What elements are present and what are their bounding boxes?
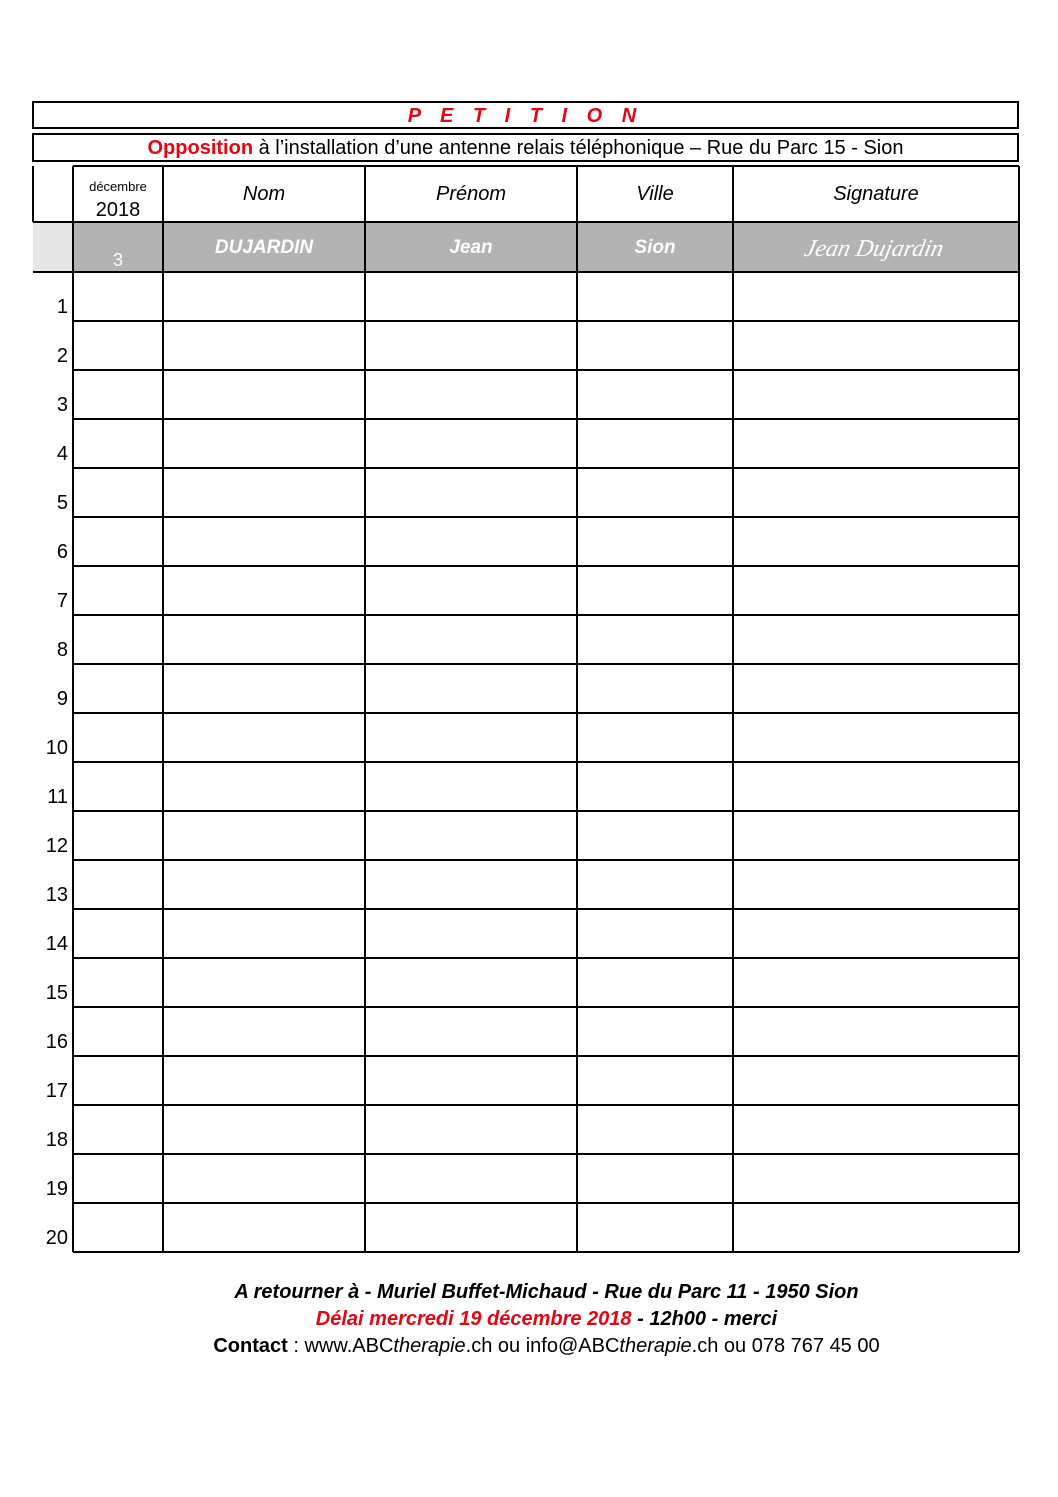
row-number: 11 (47, 786, 68, 808)
example-prenom: Jean (449, 237, 493, 258)
contact-italic-1: therapie (393, 1335, 466, 1357)
example-nom: DUJARDIN (214, 237, 314, 258)
row-number: 3 (56, 394, 68, 416)
contact-tail: .ch ou 078 767 45 00 (691, 1335, 880, 1357)
example-day: 3 (112, 250, 123, 270)
row-number: 13 (45, 884, 68, 906)
contact-label: Contact (213, 1335, 288, 1357)
row-number: 5 (56, 492, 68, 514)
header-month: décembre (89, 179, 147, 194)
header-nom: Nom (242, 183, 286, 205)
row-number: 20 (45, 1227, 68, 1249)
header-signature: Signature (833, 183, 919, 205)
row-number: 4 (56, 443, 68, 465)
row-number: 14 (45, 933, 68, 955)
header-prenom: Prénom (435, 183, 507, 205)
example-signature: Jean Dujardin (802, 235, 947, 262)
row-number: 7 (56, 590, 68, 612)
row-number: 18 (45, 1129, 68, 1151)
header-ville: Ville (636, 183, 674, 205)
row-number: 6 (56, 541, 68, 563)
row-number: 2 (56, 345, 68, 367)
example-row-left-shade (33, 223, 73, 272)
contact-sep: : www.ABC (287, 1335, 394, 1357)
contact-italic-2: therapie (619, 1335, 692, 1357)
row-number: 12 (45, 835, 68, 857)
subtitle-text: à l’installation d’une antenne relais téléphonique – Rue du Parc 15 - Sion (253, 137, 904, 159)
contact-mid: .ch ou info@ABC (465, 1335, 620, 1357)
footer-deadline (0, 1308, 1058, 1331)
row-number: 9 (56, 688, 68, 710)
row-number: 8 (56, 639, 68, 661)
row-number: 10 (45, 737, 68, 759)
row-number: 16 (45, 1031, 68, 1053)
row-number: 19 (45, 1178, 68, 1200)
row-number: 15 (45, 982, 68, 1004)
deadline-date: Délai mercredi 19 décembre 2018 (315, 1308, 632, 1330)
footer-return-address: A retourner à - Muriel Buffet-Michaud - Rue du Parc 11 - 1950 Sion (234, 1281, 859, 1303)
page-title: P E T I T I O N (407, 105, 644, 127)
subtitle-highlight: Opposition (147, 137, 254, 159)
row-number: 17 (45, 1080, 68, 1102)
example-ville: Sion (634, 237, 676, 258)
footer-contact (0, 1335, 1058, 1358)
row-number: 1 (56, 296, 68, 318)
deadline-tail: - 12h00 - merci (631, 1308, 778, 1330)
header-year: 2018 (95, 199, 141, 221)
